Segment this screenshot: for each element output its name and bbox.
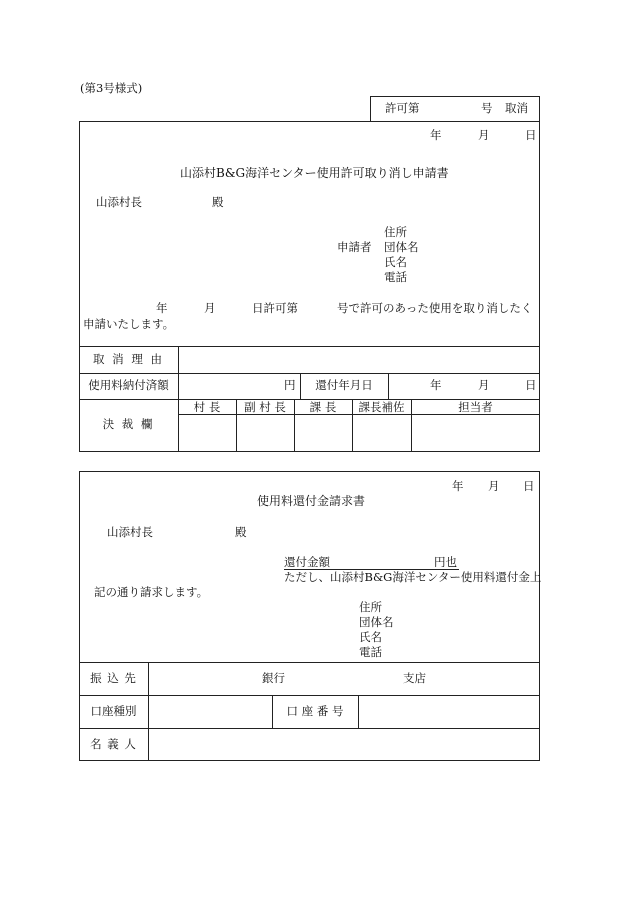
body-rest: 号で許可のあった使用を取り消したく bbox=[337, 301, 533, 315]
refund-date-label: 還付年月日 bbox=[315, 378, 373, 392]
cancel-reason-label: 取 消 理 由 bbox=[93, 352, 164, 366]
refund-name-label: 氏名 bbox=[359, 630, 382, 644]
body-year: 年 bbox=[156, 301, 168, 315]
refund-address-label: 住所 bbox=[359, 600, 382, 614]
refund-addressee: 山添村長 bbox=[107, 525, 153, 539]
form-number: (第3号様式) bbox=[80, 81, 143, 95]
approver-section-chief: 課 長 bbox=[309, 400, 337, 414]
transfer-label: 振 込 先 bbox=[90, 671, 137, 685]
application-date-day: 日 bbox=[525, 128, 537, 142]
refund-date-month-top: 月 bbox=[488, 479, 500, 493]
fee-paid-yen: 円 bbox=[284, 378, 296, 392]
refund-date-day: 日 bbox=[525, 378, 537, 392]
refund-date-year-top: 年 bbox=[452, 479, 464, 493]
applicant-label: 申請者 bbox=[337, 240, 372, 254]
application-date-year: 年 bbox=[430, 128, 442, 142]
applicant-name-label: 氏名 bbox=[384, 255, 407, 269]
account-holder-label: 名 義 人 bbox=[90, 737, 137, 751]
permit-status: 取消 bbox=[505, 101, 528, 115]
application-addressee: 山添村長 bbox=[96, 195, 142, 209]
body-day-permit: 日許可第 bbox=[252, 301, 298, 315]
body-month: 月 bbox=[204, 301, 216, 315]
refund-proviso: ただし、山添村B&G海洋センター使用料還付金上 bbox=[284, 570, 542, 584]
approval-label: 決 裁 欄 bbox=[102, 417, 155, 431]
refund-date-day-top: 日 bbox=[523, 479, 535, 493]
refund-amount-suffix: 円也 bbox=[434, 555, 457, 569]
refund-date-year: 年 bbox=[430, 378, 442, 392]
account-number-label: 口 座 番 号 bbox=[286, 704, 344, 718]
refund-title: 使用料還付金請求書 bbox=[257, 494, 366, 508]
applicant-address-label: 住所 bbox=[384, 225, 407, 239]
refund-amount-label: 還付金額 bbox=[284, 555, 330, 569]
applicant-group-label: 団体名 bbox=[384, 240, 419, 254]
permit-number-suffix: 号 bbox=[481, 101, 493, 115]
approver-assistant-chief: 課長補佐 bbox=[358, 400, 405, 414]
fee-paid-label: 使用料納付済額 bbox=[88, 378, 169, 392]
refund-phone-label: 電話 bbox=[359, 645, 382, 659]
application-date-month: 月 bbox=[478, 128, 490, 142]
approver-mayor: 村 長 bbox=[193, 400, 221, 414]
account-type-label: 口座種別 bbox=[90, 704, 137, 718]
approver-staff: 担当者 bbox=[458, 400, 493, 414]
application-title: 山添村B&G海洋センター使用許可取り消し申請書 bbox=[180, 166, 449, 180]
approver-deputy-mayor: 副 村 長 bbox=[244, 400, 286, 414]
applicant-phone-label: 電話 bbox=[384, 270, 407, 284]
permit-label: 許可第 bbox=[385, 101, 420, 115]
body-line2: 申請いたします。 bbox=[83, 317, 175, 331]
refund-honorific: 殿 bbox=[235, 525, 247, 539]
refund-request-line: 記の通り請求します。 bbox=[94, 585, 209, 599]
branch-label: 支店 bbox=[403, 671, 426, 685]
refund-date-month: 月 bbox=[478, 378, 490, 392]
refund-group-label: 団体名 bbox=[359, 615, 394, 629]
application-honorific: 殿 bbox=[212, 195, 224, 209]
bank-label: 銀行 bbox=[262, 671, 285, 685]
